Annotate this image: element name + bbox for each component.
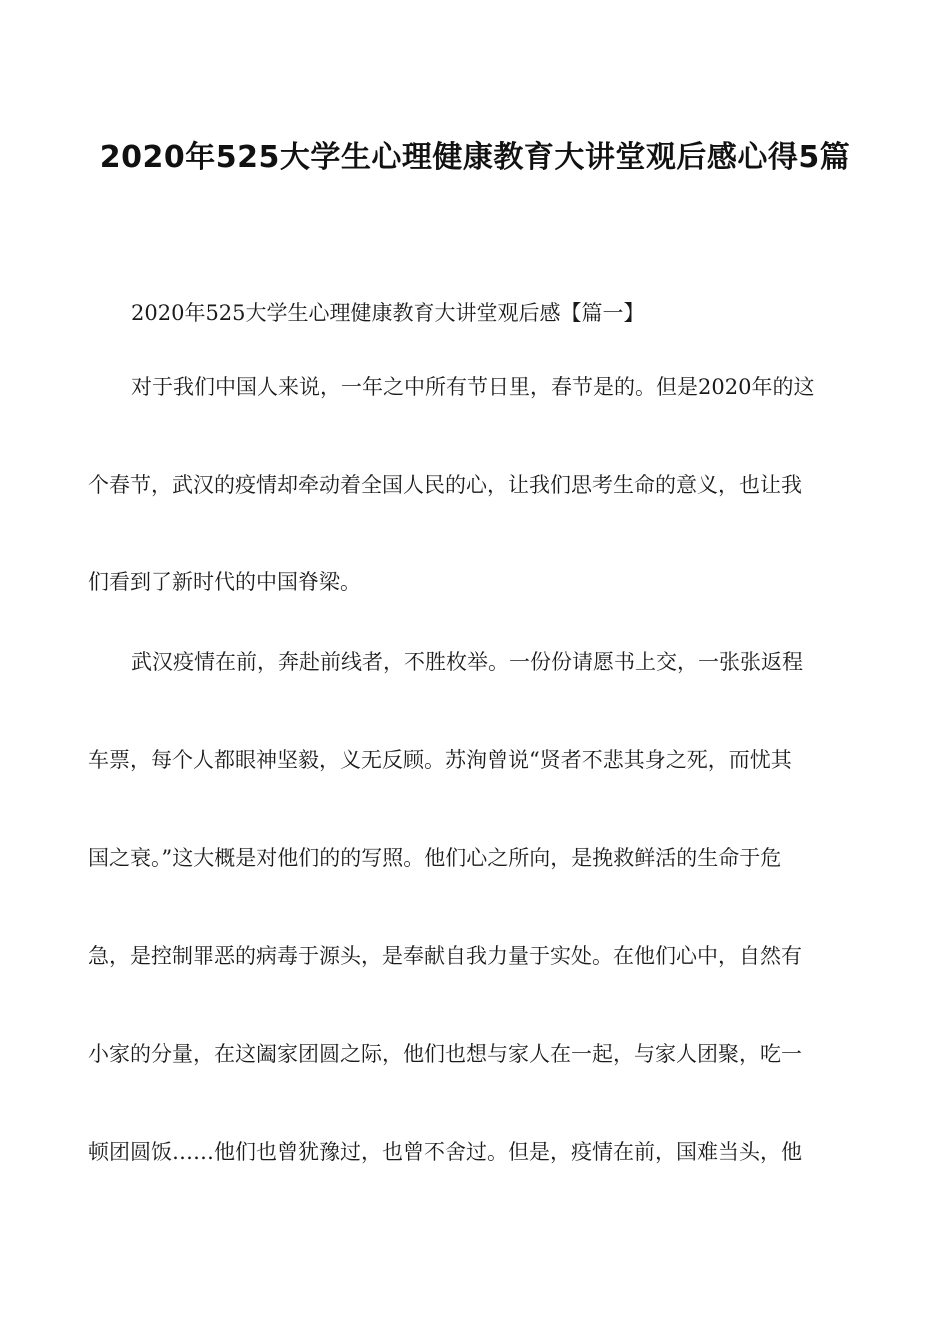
paragraph-2-line-6: 顿团圆饭……他们也曾犹豫过，也曾不舍过。但是，疫情在前，国难当头，他 <box>88 1140 802 1164</box>
paragraph-1-line-1: 对于我们中国人来说，一年之中所有节日里，春节是的。但是2020年的这 <box>131 375 815 399</box>
paragraph-1-line-2: 个春节，武汉的疫情却牵动着全国人民的心，让我们思考生命的意义，也让我 <box>88 473 802 497</box>
paragraph-2-line-5: 小家的分量，在这阖家团圆之际，他们也想与家人在一起，与家人团聚，吃一 <box>88 1042 802 1066</box>
paragraph-2-line-2: 车票，每个人都眼神坚毅，义无反顾。苏洵曾说“贤者不悲其身之死，而忧其 <box>88 748 792 772</box>
paragraph-1-line-3: 们看到了新时代的中国脊梁。 <box>88 570 361 594</box>
document-title: 2020年525大学生心理健康教育大讲堂观后感心得5篇 <box>99 140 851 175</box>
paragraph-2-line-3: 国之衰。”这大概是对他们的的写照。他们心之所向，是挽救鲜活的生命于危 <box>88 846 782 870</box>
paragraph-2-line-1: 武汉疫情在前，奔赴前线者，不胜枚举。一份份请愿书上交，一张张返程 <box>131 650 803 674</box>
section-heading: 2020年525大学生心理健康教育大讲堂观后感【篇一】 <box>131 301 645 325</box>
paragraph-2-line-4: 急，是控制罪恶的病毒于源头，是奉献自我力量于实处。在他们心中，自然有 <box>88 944 802 968</box>
